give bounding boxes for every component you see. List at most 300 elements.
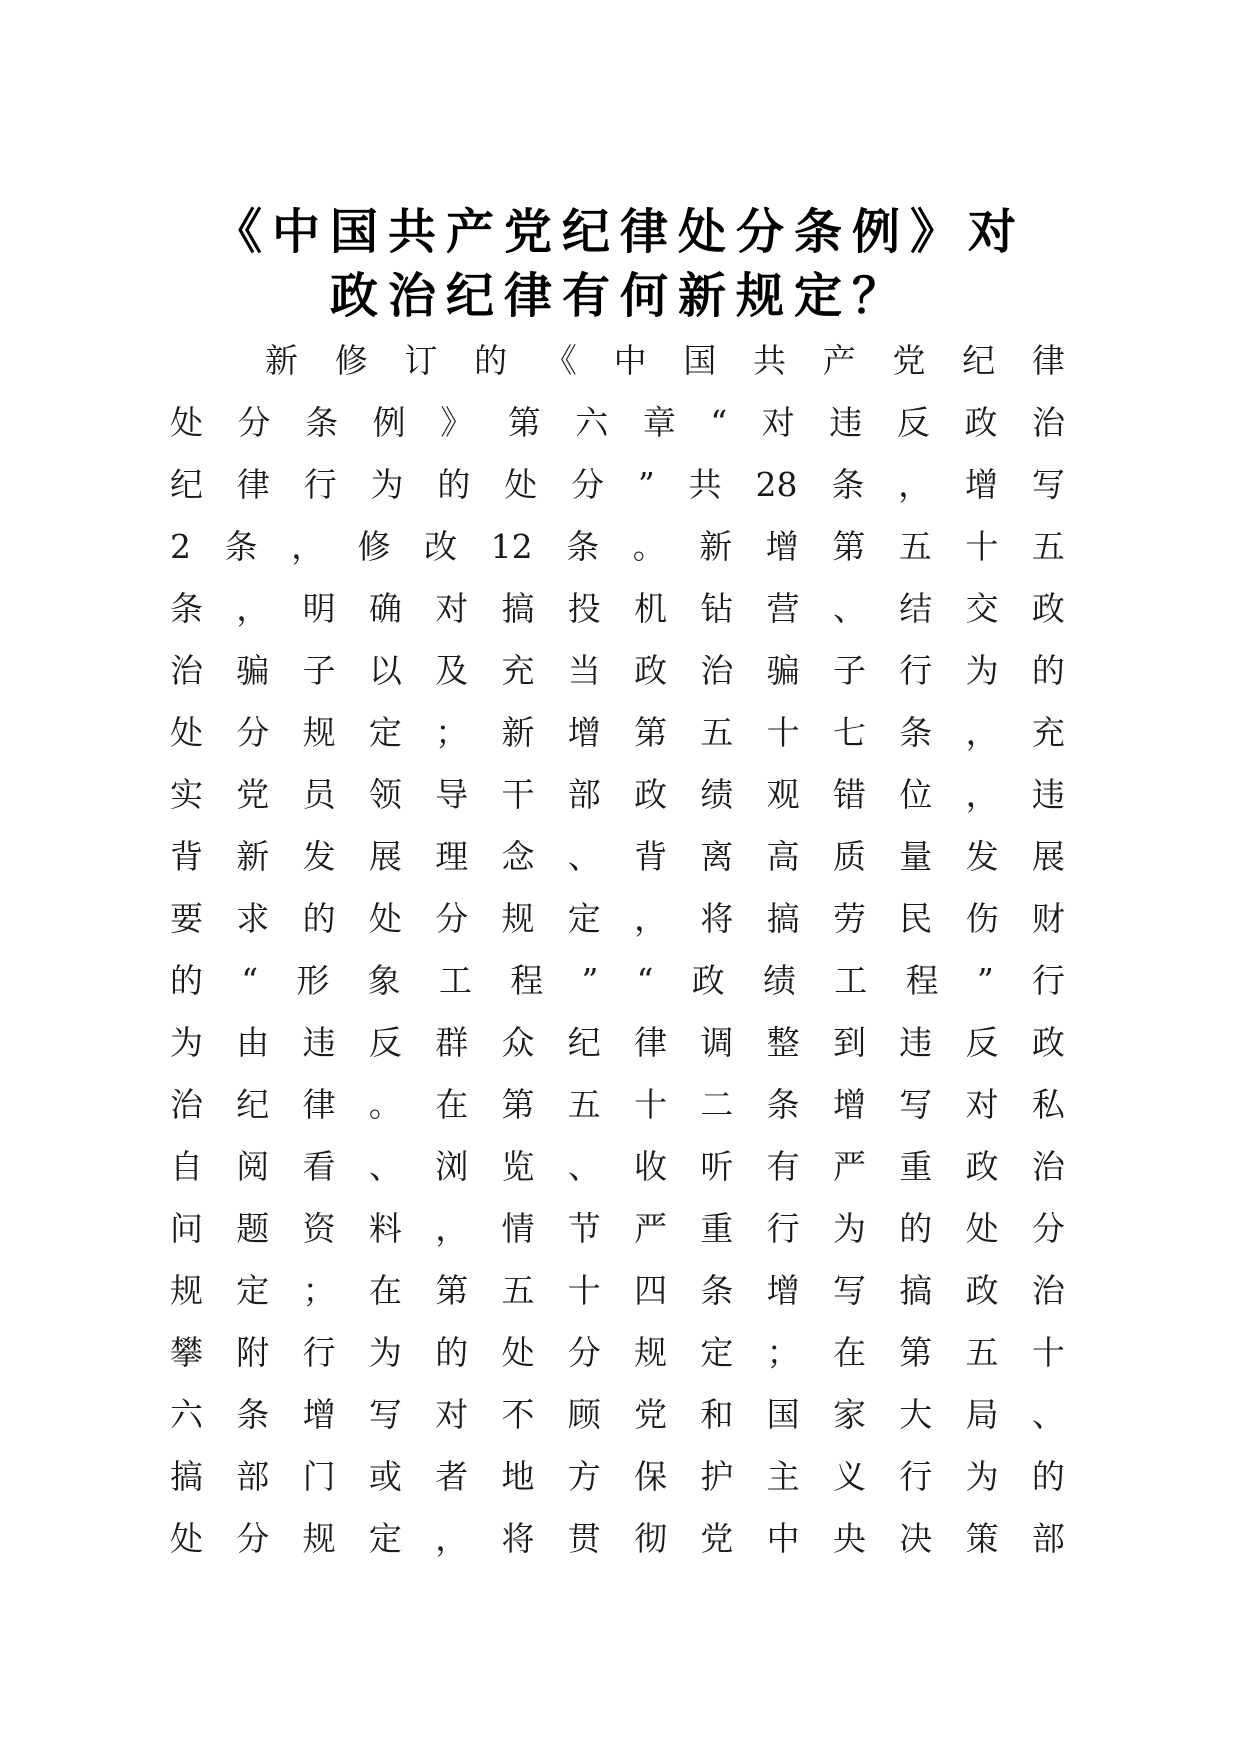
body-char: 贯	[567, 1519, 601, 1558]
body-char: 中	[613, 341, 647, 380]
title-line-1: 《中国共产党纪律处分条例》对	[213, 204, 1026, 260]
body-char: 新	[265, 341, 298, 380]
body-char: 分	[567, 1333, 601, 1372]
body-char: 党	[236, 775, 270, 814]
body-char: 处	[504, 465, 538, 504]
body-char: 搞	[766, 899, 800, 938]
body-char: 劳	[832, 899, 866, 938]
body-char: 分	[571, 465, 605, 504]
body-char: 律	[1031, 341, 1065, 380]
body-char: 增	[766, 1271, 800, 1310]
body-char: 政	[634, 651, 668, 690]
body-char: 第	[634, 713, 668, 752]
body-char: 资	[302, 1209, 336, 1248]
body-char: 定	[236, 1271, 270, 1310]
body-char: 的	[1031, 651, 1065, 690]
body-line	[170, 516, 1065, 578]
body-char: 质	[832, 837, 866, 876]
body-line	[170, 1260, 1065, 1322]
body-char: 行	[766, 1209, 800, 1248]
body-char: 绩	[763, 961, 797, 1000]
body-char: 确	[368, 589, 402, 628]
body-char: 政	[965, 1147, 999, 1186]
body-char: 对	[435, 589, 469, 628]
body-char: 子	[832, 651, 866, 690]
body-char: 行	[899, 651, 933, 690]
body-char: 央	[832, 1519, 866, 1558]
body-char: 大	[899, 1395, 933, 1434]
body-char: 党	[700, 1519, 734, 1558]
body-char: 六	[575, 403, 609, 442]
body-line	[170, 1136, 1065, 1198]
body-char: 治	[170, 1085, 203, 1124]
body-char: 写	[899, 1085, 933, 1124]
body-char: 当	[567, 651, 601, 690]
body-char: 攀	[170, 1333, 203, 1372]
body-char: 保	[634, 1457, 668, 1496]
body-char: 十	[1031, 1333, 1065, 1372]
body-char: 第	[832, 527, 866, 566]
body-char: 求	[236, 899, 270, 938]
body-char: 顾	[567, 1395, 601, 1434]
body-char: 律	[236, 465, 270, 504]
body-line	[170, 330, 1065, 392]
body-char: 明	[302, 589, 336, 628]
body-char: 订	[404, 341, 438, 380]
body-char: 六	[170, 1395, 203, 1434]
body-char: 有	[766, 1147, 800, 1186]
body-char: 写	[832, 1271, 866, 1310]
body-char: 财	[1031, 899, 1065, 938]
body-char: 骗	[236, 651, 270, 690]
body-char: 规	[302, 1519, 336, 1558]
body-char: 浏	[435, 1147, 469, 1186]
body-char: 、	[368, 1147, 402, 1186]
body-char: 重	[700, 1209, 734, 1248]
body-char: 为	[965, 1457, 999, 1496]
body-char: 员	[302, 775, 336, 814]
body-char: 为	[965, 651, 999, 690]
body-char: ，	[435, 1209, 469, 1248]
body-line	[170, 1384, 1065, 1446]
body-char: 搞	[501, 589, 535, 628]
body-char: 料	[368, 1209, 402, 1248]
body-char: 调	[700, 1023, 734, 1062]
body-char: 理	[435, 837, 469, 876]
body-char: 分	[236, 1519, 270, 1558]
body-char: 为	[832, 1209, 866, 1248]
body-char: ，	[965, 713, 999, 752]
body-char: 新	[501, 713, 535, 752]
body-char: 的	[302, 899, 336, 938]
body-char: 部	[236, 1457, 270, 1496]
body-char: ，	[898, 465, 932, 504]
body-char: 为	[370, 465, 404, 504]
body-char: 的	[899, 1209, 933, 1248]
body-char: 不	[501, 1395, 535, 1434]
body-char: 和	[700, 1395, 734, 1434]
body-line	[170, 1508, 1065, 1570]
body-char: 纪	[236, 1085, 270, 1124]
body-char: 情	[501, 1209, 535, 1248]
body-char: ，	[291, 527, 325, 566]
body-char: 伤	[965, 899, 999, 938]
body-char: 产	[822, 341, 856, 380]
body-char: 五	[501, 1271, 535, 1310]
body-char: 纪	[170, 465, 203, 504]
body-char: 程	[905, 961, 939, 1000]
body-char: 及	[435, 651, 469, 690]
body-char: 搞	[170, 1457, 203, 1496]
body-line	[170, 454, 1065, 516]
body-char: ，	[236, 589, 270, 628]
body-char: 国	[766, 1395, 800, 1434]
body-char: 十	[766, 713, 800, 752]
body-char: 彻	[634, 1519, 668, 1558]
body-char: 增	[302, 1395, 336, 1434]
body-char: 中	[766, 1519, 800, 1558]
body-char: 整	[766, 1023, 800, 1062]
body-char: 私	[1031, 1085, 1065, 1124]
body-char: 处	[501, 1333, 535, 1372]
body-char: 重	[899, 1147, 933, 1186]
body-char: 政	[1031, 1023, 1065, 1062]
body-char: 增	[965, 465, 998, 504]
body-line	[170, 578, 1065, 640]
body-char: 附	[236, 1333, 270, 1372]
body-char: 增	[832, 1085, 866, 1124]
body-char: 发	[302, 837, 336, 876]
body-char: 众	[501, 1023, 535, 1062]
body-char: ，	[965, 775, 999, 814]
body-char: 违	[302, 1023, 336, 1062]
body-char: 看	[302, 1147, 336, 1186]
body-char: 治	[1031, 403, 1065, 442]
body-char: 2	[170, 527, 191, 566]
body-char: 义	[832, 1457, 866, 1496]
body-char: 群	[435, 1023, 469, 1062]
body-char: 律	[634, 1023, 668, 1062]
body-char: 领	[368, 775, 402, 814]
body-char: 治	[170, 651, 203, 690]
body-char: 定	[567, 899, 601, 938]
body-char: 、	[832, 589, 866, 628]
body-char: “	[636, 961, 654, 1000]
body-char: 展	[368, 837, 402, 876]
body-char: 分	[1031, 1209, 1065, 1248]
body-char: 为	[170, 1023, 203, 1062]
body-char: 政	[965, 1271, 999, 1310]
body-char: 投	[567, 589, 601, 628]
body-char: 结	[899, 589, 933, 628]
body-char: 共	[688, 465, 722, 504]
body-char: 治	[1031, 1147, 1065, 1186]
body-char: 12	[490, 527, 533, 566]
body-char: 行	[1031, 961, 1065, 1000]
body-char: 五	[965, 1333, 999, 1372]
body-char: 充	[1031, 713, 1065, 752]
body-char: 分	[435, 899, 469, 938]
body-char: 党	[634, 1395, 668, 1434]
body-char: 政	[1031, 589, 1065, 628]
body-char: ，	[435, 1519, 469, 1558]
body-char: 的	[474, 341, 508, 380]
body-char: 处	[965, 1209, 999, 1248]
body-char: 护	[700, 1457, 734, 1496]
body-char: 》	[440, 403, 474, 442]
body-char: 条	[170, 589, 203, 628]
body-char: 子	[302, 651, 336, 690]
body-char: ；	[435, 713, 469, 752]
body-char: ，	[634, 899, 668, 938]
body-char: 的	[170, 961, 203, 1000]
body-char: 反	[965, 1023, 999, 1062]
title-line-2: 政治纪律有何新规定？	[329, 268, 910, 324]
document-title	[165, 200, 1075, 328]
body-char: 策	[965, 1519, 999, 1558]
body-char: 实	[170, 775, 203, 814]
body-char: 条	[236, 1395, 270, 1434]
body-char: 处	[170, 403, 203, 442]
body-char: 治	[700, 651, 734, 690]
body-char: 增	[567, 713, 601, 752]
body-char: 五	[1031, 527, 1065, 566]
body-line	[170, 640, 1065, 702]
body-char: 条	[899, 713, 933, 752]
body-line	[170, 764, 1065, 826]
body-char: 二	[700, 1085, 734, 1124]
body-line	[170, 1012, 1065, 1074]
body-char: 位	[899, 775, 933, 814]
body-char: 形	[296, 961, 330, 1000]
body-char: 部	[1031, 1519, 1065, 1558]
body-char: 国	[683, 341, 717, 380]
body-char: 《	[543, 341, 577, 380]
body-char: 写	[368, 1395, 402, 1434]
body-char: 将	[501, 1519, 535, 1558]
body-char: 背	[170, 837, 203, 876]
body-char: ；	[766, 1333, 800, 1372]
body-char: 为	[368, 1333, 402, 1372]
body-char: 条	[566, 527, 600, 566]
body-char: 自	[170, 1147, 203, 1186]
body-char: 规	[501, 899, 535, 938]
body-line	[170, 1446, 1065, 1508]
body-char: 行	[899, 1457, 933, 1496]
body-char: ；	[302, 1271, 336, 1310]
body-char: 十	[634, 1085, 668, 1124]
body-char: 条	[700, 1271, 734, 1310]
body-char: 、	[1031, 1395, 1065, 1434]
body-char: 对	[435, 1395, 469, 1434]
body-char: 章	[642, 403, 676, 442]
body-char: 量	[899, 837, 933, 876]
body-char: 五	[567, 1085, 601, 1124]
body-char: 将	[700, 899, 734, 938]
body-line	[170, 1198, 1065, 1260]
body-char: 绩	[700, 775, 734, 814]
body-char: 节	[567, 1209, 601, 1248]
body-char: 门	[302, 1457, 336, 1496]
body-char: 条	[224, 527, 258, 566]
body-char: 念	[501, 837, 535, 876]
body-char: 的	[437, 465, 471, 504]
body-char: 分	[236, 713, 270, 752]
body-char: 第	[435, 1271, 469, 1310]
body-char: ”	[637, 465, 655, 504]
body-char: 主	[766, 1457, 800, 1496]
body-char: 要	[170, 899, 203, 938]
body-char: 程	[510, 961, 544, 1000]
body-line	[170, 1074, 1065, 1136]
body-char: 展	[1031, 837, 1065, 876]
body-char: 纪	[567, 1023, 601, 1062]
body-char: 定	[700, 1333, 734, 1372]
body-char: 。	[632, 527, 666, 566]
body-char: 题	[236, 1209, 270, 1248]
body-char: 反	[368, 1023, 402, 1062]
body-char: 反	[896, 403, 930, 442]
body-char: 处	[170, 1519, 203, 1558]
body-char: 方	[567, 1457, 601, 1496]
body-char: 、	[567, 837, 601, 876]
body-char: 或	[368, 1457, 402, 1496]
body-char: 五	[898, 527, 932, 566]
body-char: 第	[899, 1333, 933, 1372]
body-char: “	[710, 403, 728, 442]
body-char: 条	[831, 465, 865, 504]
body-char: 背	[634, 837, 668, 876]
body-char: “	[241, 961, 259, 1000]
body-char: 、	[567, 1147, 601, 1186]
body-char: 严	[634, 1209, 668, 1248]
body-char: 搞	[899, 1271, 933, 1310]
body-char: 修	[357, 527, 391, 566]
body-char: 到	[832, 1023, 866, 1062]
body-char: 四	[634, 1271, 668, 1310]
body-char: 骗	[766, 651, 800, 690]
body-char: 象	[367, 961, 401, 1000]
body-char: 的	[435, 1333, 469, 1372]
body-char: 地	[501, 1457, 535, 1496]
body-char: 政	[691, 961, 725, 1000]
body-char: 新	[699, 527, 733, 566]
body-char: 发	[965, 837, 999, 876]
body-char: 律	[302, 1085, 336, 1124]
body-char: 充	[501, 651, 535, 690]
body-char: 交	[965, 589, 999, 628]
body-char: 共	[753, 341, 787, 380]
body-char: 第	[501, 1085, 535, 1124]
body-char: 写	[1031, 465, 1065, 504]
body-char: 党	[892, 341, 926, 380]
body-char: 增	[765, 527, 799, 566]
body-char: 严	[832, 1147, 866, 1186]
body-char: 违	[1031, 775, 1065, 814]
body-char: 错	[832, 775, 866, 814]
body-char: 政	[964, 403, 998, 442]
body-char: 行	[303, 465, 337, 504]
body-char: 营	[766, 589, 800, 628]
body-line	[170, 950, 1065, 1012]
body-char: 局	[965, 1395, 999, 1434]
body-char: 处	[368, 899, 402, 938]
body-char: 家	[832, 1395, 866, 1434]
body-char: 民	[899, 899, 933, 938]
body-char: 定	[368, 1519, 402, 1558]
body-char: 违	[899, 1023, 933, 1062]
body-char: 者	[435, 1457, 469, 1496]
body-line	[170, 1322, 1065, 1384]
body-char: 政	[634, 775, 668, 814]
body-char: 规	[170, 1271, 203, 1310]
body-char: 。	[368, 1085, 402, 1124]
body-char: 高	[766, 837, 800, 876]
body-char: 部	[567, 775, 601, 814]
body-char: 治	[1031, 1271, 1065, 1310]
body-char: 由	[236, 1023, 270, 1062]
body-line	[170, 888, 1065, 950]
body-char: 决	[899, 1519, 933, 1558]
body-char: 阅	[236, 1147, 270, 1186]
body-char: 工	[834, 961, 868, 1000]
body-char: 改	[424, 527, 458, 566]
body-char: 工	[438, 961, 472, 1000]
body-char: 在	[832, 1333, 866, 1372]
body-char: 问	[170, 1209, 203, 1248]
body-char: 第	[507, 403, 541, 442]
body-char: 五	[700, 713, 734, 752]
body-char: 十	[965, 527, 999, 566]
body-char: 的	[1031, 1457, 1065, 1496]
body-line	[170, 392, 1065, 454]
body-char: 例	[372, 403, 406, 442]
body-char: 在	[435, 1085, 469, 1124]
body-char: 新	[236, 837, 270, 876]
document-body	[170, 330, 1065, 1570]
body-char: 观	[766, 775, 800, 814]
body-char: ”	[581, 961, 599, 1000]
body-char: 违	[829, 403, 863, 442]
body-char: ”	[976, 961, 994, 1000]
body-char: 收	[634, 1147, 668, 1186]
body-char: 纪	[962, 341, 996, 380]
body-char: 对	[965, 1085, 999, 1124]
body-char: 修	[334, 341, 368, 380]
body-char: 以	[368, 651, 402, 690]
body-char: 定	[368, 713, 402, 752]
body-char: 干	[501, 775, 535, 814]
body-char: 28	[755, 465, 798, 504]
body-char: 机	[634, 589, 668, 628]
body-char: 条	[766, 1085, 800, 1124]
body-char: 七	[832, 713, 866, 752]
body-char: 规	[634, 1333, 668, 1372]
body-char: 分	[237, 403, 271, 442]
body-char: 览	[501, 1147, 535, 1186]
body-char: 规	[302, 713, 336, 752]
body-char: 离	[700, 837, 734, 876]
body-char: 听	[700, 1147, 734, 1186]
body-line	[170, 826, 1065, 888]
body-char: 十	[567, 1271, 601, 1310]
body-char: 处	[170, 713, 203, 752]
body-char: 导	[435, 775, 469, 814]
body-char: 行	[302, 1333, 336, 1372]
body-line	[170, 702, 1065, 764]
body-char: 对	[761, 403, 795, 442]
body-char: 条	[305, 403, 339, 442]
